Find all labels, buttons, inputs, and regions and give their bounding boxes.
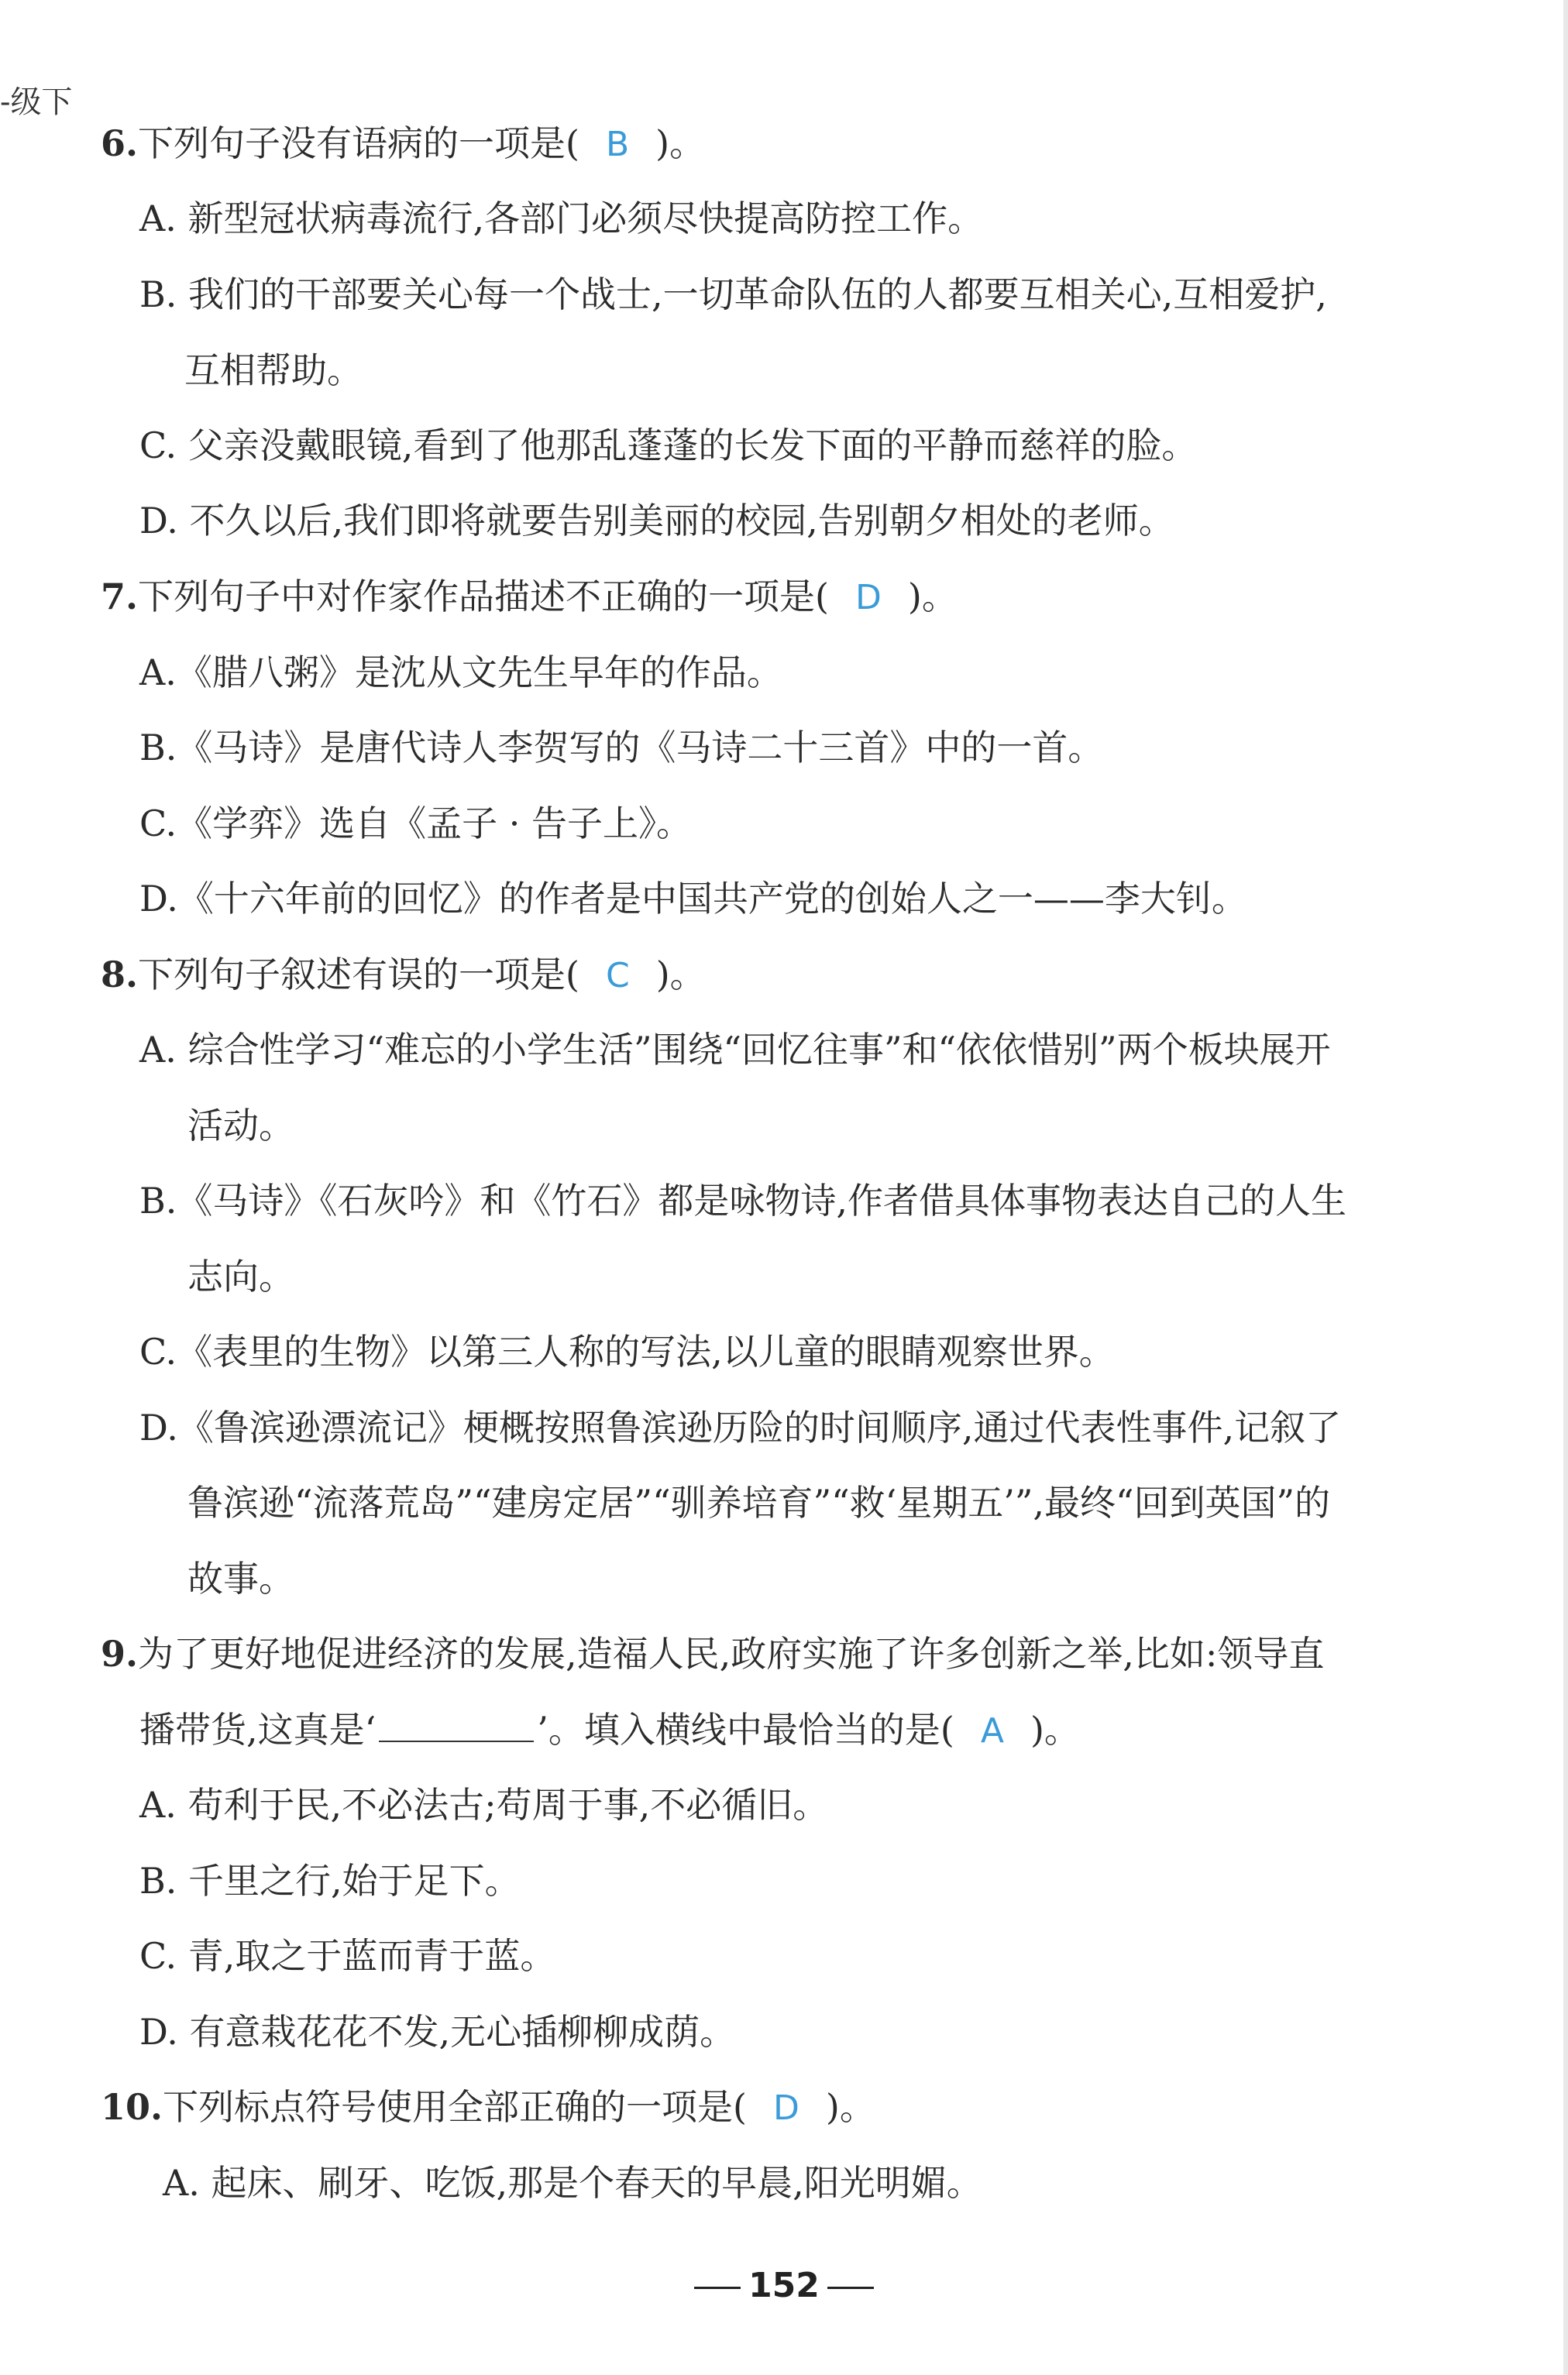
- dash-left: [694, 2287, 741, 2289]
- line-text: B. 千里之行,始于足下。: [139, 1860, 521, 1902]
- question-number: 6.: [101, 122, 139, 164]
- line-text: A. 苟利于民,不必法古;苟周于事,不必循旧。: [139, 1784, 829, 1826]
- line-text: D. 不久以后,我们即将就要告别美丽的校园,告别朝夕相处的老师。: [139, 500, 1174, 541]
- text-line-q8: [101, 951, 706, 999]
- closing-paren: )。: [907, 576, 958, 617]
- fill-blank: [379, 1710, 534, 1742]
- line-text: 故事。: [187, 1558, 294, 1600]
- line-text-continued: ’。填入横线中最恰当的是(: [537, 1709, 954, 1751]
- text-line-q6: [101, 120, 705, 168]
- text-line-q7c: [139, 800, 692, 847]
- text-line-q8d3: [187, 1555, 294, 1602]
- text-line-q9b: [139, 1706, 1080, 1755]
- text-line-q10a: [163, 2160, 982, 2206]
- line-text: 互相帮助。: [184, 349, 363, 391]
- line-text: 下列标点符号使用全部正确的一项是(: [163, 2086, 747, 2128]
- text-line-q6a: [139, 195, 983, 242]
- page-number-footer: [0, 2266, 1568, 2305]
- closing-paren: )。: [655, 954, 706, 995]
- line-text: 活动。: [187, 1105, 294, 1146]
- question-number: 10.: [101, 2086, 163, 2128]
- line-text: C. 父亲没戴眼镜,看到了他那乱蓬蓬的长发下面的平静而慈祥的脸。: [139, 424, 1198, 466]
- text-line-q8d2: [187, 1480, 1330, 1526]
- page-number: 152: [748, 2266, 820, 2305]
- line-text: 为了更好地促进经济的发展,造福人民,政府实施了许多创新之举,比如:领导直: [138, 1633, 1325, 1675]
- closing-paren: )。: [825, 2086, 875, 2128]
- answer-letter: B: [605, 125, 630, 164]
- answer-letter: A: [980, 1711, 1004, 1751]
- text-line-q9c: [139, 1933, 555, 1979]
- line-text: 志向。: [187, 1256, 294, 1297]
- text-line-q8a: [139, 1026, 1331, 1073]
- line-text: 下列句子叙述有误的一项是(: [138, 954, 579, 995]
- line-text: D. 有意栽花花不发,无心插柳柳成荫。: [139, 2011, 736, 2053]
- text-line-q8b2: [187, 1253, 294, 1300]
- line-text: 下列句子没有语病的一项是(: [138, 122, 579, 164]
- page-edge: [1563, 0, 1568, 2375]
- text-line-q7a: [139, 649, 782, 696]
- line-text: C. 青,取之于蓝而青于蓝。: [139, 1935, 556, 1977]
- header-text: -级下: [0, 84, 73, 120]
- line-text: C.《表里的生物》以第三人称的写法,以儿童的眼睛观察世界。: [139, 1331, 1115, 1373]
- text-line-q9: [101, 1631, 1324, 1677]
- text-line-q10: [101, 2084, 875, 2132]
- text-line-q9bb: [139, 1858, 521, 1904]
- answer-letter: D: [772, 2088, 799, 2128]
- text-line-q6b2: [184, 347, 363, 394]
- text-line-q6c: [139, 422, 1197, 469]
- line-text: 鲁滨逊“流落荒岛”“建房定居”“驯养培育”“救‘星期五’”,最终“回到英国”的: [187, 1482, 1331, 1524]
- text-line-q8d: [139, 1404, 1341, 1451]
- line-text: A. 新型冠状病毒流行,各部门必须尽快提高防控工作。: [139, 198, 984, 239]
- line-text: A.《腊八粥》是沈从文先生早年的作品。: [139, 651, 782, 693]
- question-number: 9.: [101, 1633, 139, 1675]
- text-line-q9a: [139, 1782, 828, 1828]
- line-text: B.《马诗》是唐代诗人李贺写的《马诗二十三首》中的一首。: [139, 727, 1104, 768]
- line-text: B. 我们的干部要关心每一个战士,一切革命队伍的人都要互相关心,互相爱护,: [139, 273, 1327, 315]
- text-line-q8c: [139, 1328, 1115, 1375]
- text-line-q7d: [139, 875, 1247, 922]
- line-text: A. 综合性学习“难忘的小学生活”围绕“回忆往事”和“依依惜别”两个板块展开: [139, 1029, 1331, 1071]
- text-line-q8b: [139, 1177, 1346, 1224]
- text-line-q7: [101, 573, 958, 621]
- closing-paren: )。: [1030, 1709, 1080, 1751]
- line-text: C.《学弈》选自《孟子 · 告子上》。: [139, 803, 693, 844]
- text-line-q6b: [139, 271, 1327, 318]
- closing-paren: )。: [655, 122, 706, 164]
- line-text: D.《十六年前的回忆》的作者是中国共产党的创始人之一——李大钊。: [139, 878, 1247, 919]
- text-line-q6d: [139, 497, 1174, 544]
- line-text: D.《鲁滨逊漂流记》梗概按照鲁滨逊历险的时间顺序,通过代表性事件,记叙了: [139, 1407, 1342, 1449]
- text-line-q7b: [139, 724, 1103, 771]
- text-line-q9d: [139, 2009, 735, 2055]
- answer-letter: D: [854, 578, 882, 617]
- dash-right: [827, 2287, 874, 2289]
- question-number: 8.: [101, 954, 139, 995]
- answer-letter: C: [605, 956, 630, 995]
- text-line-q8a2: [187, 1102, 294, 1149]
- line-text: 播带货,这真是‘: [139, 1709, 377, 1751]
- line-text: 下列句子中对作家作品描述不正确的一项是(: [138, 576, 829, 617]
- question-number: 7.: [101, 576, 139, 617]
- line-text: B.《马诗》《石灰吟》和《竹石》都是咏物诗,作者借具体事物表达自己的人生: [139, 1180, 1347, 1222]
- line-text: A. 起床、刷牙、吃饭,那是个春天的早晨,阳光明媚。: [163, 2162, 982, 2204]
